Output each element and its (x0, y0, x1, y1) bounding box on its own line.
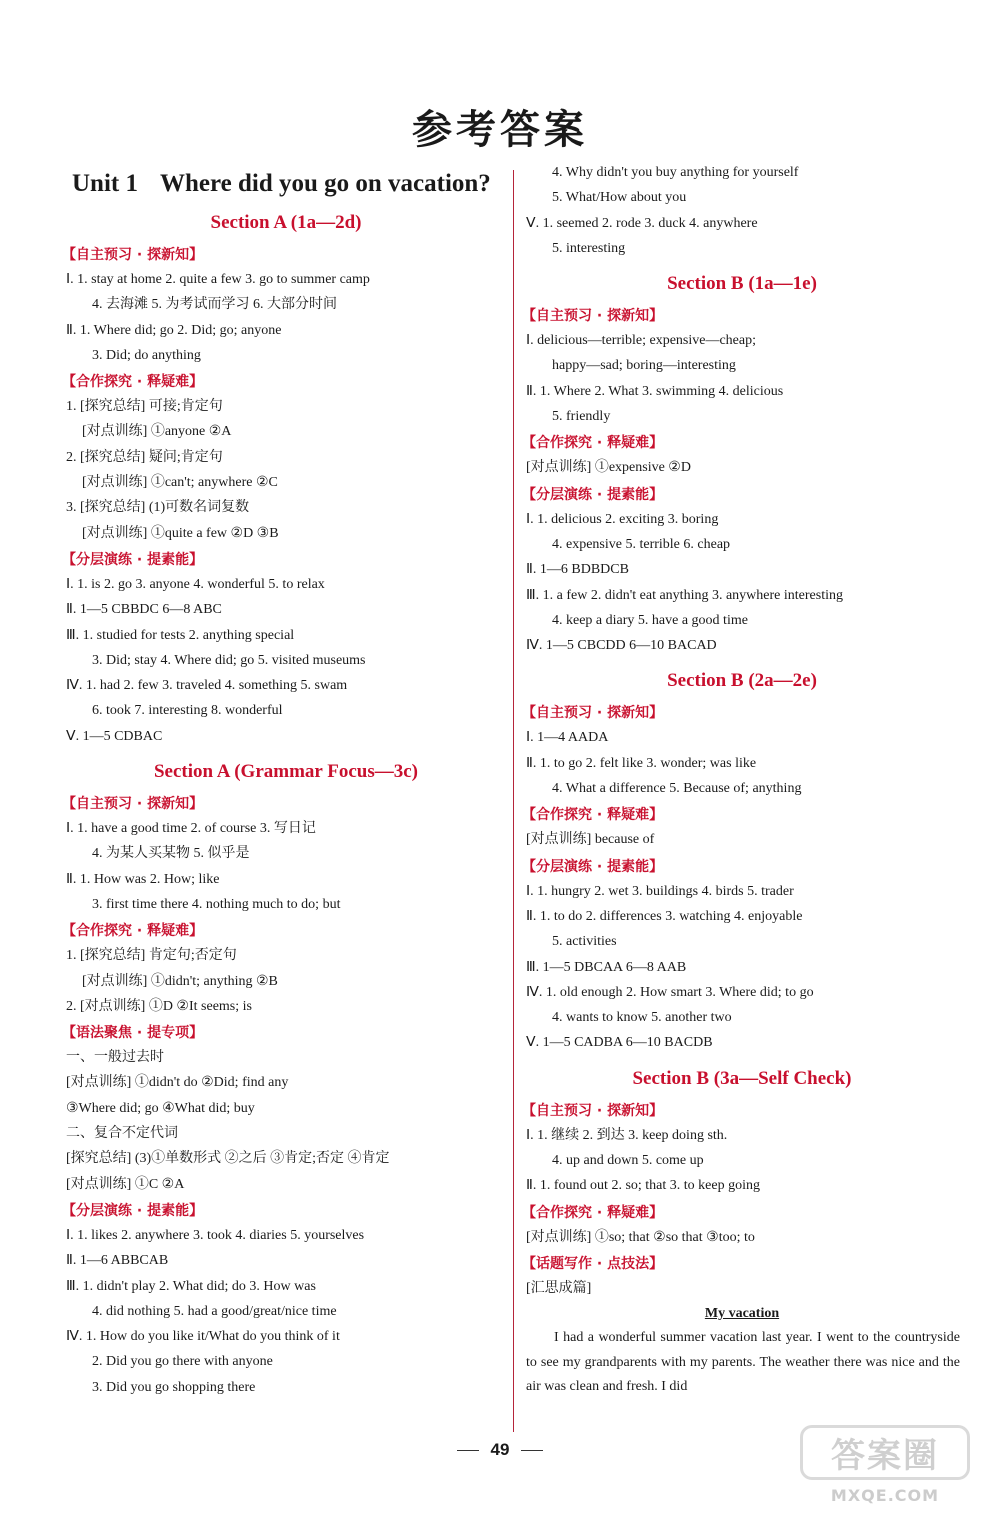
unit-name: Where did you go on vacation? (159, 170, 491, 197)
answer-line: Ⅲ. 1. studied for tests 2. anything special (66, 627, 295, 643)
answer-line: Ⅰ. 1. likes 2. anywhere 3. took 4. diaries 5. yourselves (66, 1227, 365, 1243)
footer-dash-right (521, 1450, 543, 1451)
answer-line: Ⅰ. 1. is 2. go 3. anyone 4. wonderful 5. to relax (66, 576, 325, 592)
subsection-heading: 【合作探究 · 释疑难】 (522, 435, 664, 452)
answer-line: Ⅳ. 1. How do you like it/What do you think of it (66, 1329, 340, 1345)
section-title: Section A (1a—2d) (210, 212, 362, 233)
answer-line: 4. wants to know 5. another two (552, 1010, 732, 1026)
subsection-heading: 【分层演练 · 提素能】 (62, 551, 204, 568)
answer-line: Ⅲ. 1. didn't play 2. What did; do 3. How was (66, 1278, 316, 1294)
answer-line: [探究总结] (3)①单数形式 ②之后 ③肯定;否定 ④肯定 (66, 1151, 390, 1167)
answer-line: Ⅳ. 1. had 2. few 3. traveled 4. something 5. swam (66, 678, 348, 694)
answer-line: 1. [探究总结] 肯定句;否定句 (66, 948, 237, 964)
subsection-heading: 【自主预习 · 探新知】 (62, 247, 204, 263)
subsection-heading: 【分层演练 · 提素能】 (62, 1202, 204, 1219)
answer-line: Ⅴ. 1—5 CADBA 6—10 BACDB (526, 1035, 713, 1051)
subsection-heading: 【合作探究 · 释疑难】 (62, 374, 204, 391)
section-title: Section B (2a—2e) (667, 670, 817, 692)
answer-line: 3. Did you go shopping there (92, 1379, 256, 1395)
answer-line: 4. 为某人买某物 5. 似乎是 (92, 846, 250, 862)
answer-line: Ⅰ. 1. hungry 2. wet 3. buildings 4. birds 5. trader (526, 883, 794, 899)
unit-title (72, 170, 510, 198)
answer-line: 2. Did you go there with anyone (92, 1354, 273, 1370)
answer-line: 4. up and down 5. come up (552, 1153, 704, 1169)
answer-line: Ⅲ. 1. a few 2. didn't eat anything 3. anywhere interesting (526, 587, 843, 603)
answer-line: happy—sad; boring—interesting (552, 358, 736, 374)
section-title: Section B (1a—1e) (667, 273, 817, 295)
watermark (800, 1425, 970, 1505)
answer-line: Ⅳ. 1. old enough 2. How smart 3. Where did; to go (526, 984, 814, 1000)
answer-line: 4. Why didn't you buy anything for yourself (552, 165, 799, 180)
section-title: Section B (3a—Self Check) (632, 1067, 852, 1089)
answer-line: 3. first time there 4. nothing much to do; but (92, 896, 341, 912)
section-title: Section A (Grammar Focus—3c) (153, 761, 419, 783)
answer-line: [对点训练] ①C ②A (66, 1176, 185, 1192)
answer-line: Ⅱ. 1—6 BDBDCB (526, 562, 629, 578)
answer-line: 3. [探究总结] (1)可数名词复数 (66, 500, 250, 516)
answer-line: 6. took 7. interesting 8. wonderful (92, 703, 283, 719)
answer-line: 5. friendly (552, 409, 611, 425)
answer-line: 5. interesting (552, 240, 626, 256)
page-title: 参考答案 (412, 107, 588, 153)
answer-line: 4. 去海滩 5. 为考试而学习 6. 大部分时间 (92, 297, 337, 313)
answer-line: Ⅴ. 1—5 CDBAC (66, 728, 163, 744)
answer-line: 3. Did; stay 4. Where did; go 5. visited museums (92, 652, 366, 668)
subsection-heading: 【自主预习 · 探新知】 (522, 1102, 664, 1119)
answer-line: Ⅴ. 1. seemed 2. rode 3. duck 4. anywhere (526, 215, 758, 231)
answer-line: Ⅰ. 1. stay at home 2. quite a few 3. go to summer camp (66, 272, 370, 287)
subsection-heading: 【分层演练 · 提素能】 (522, 858, 664, 875)
answer-line: Ⅰ. 1. 继续 2. 到达 3. keep doing sth. (526, 1127, 728, 1143)
answer-line: 2. [探究总结] 疑问;肯定句 (66, 449, 223, 465)
essay-title: My vacation (704, 1306, 780, 1322)
answer-line: Ⅰ. 1—4 AADA (526, 730, 609, 746)
subsection-heading: 【语法聚焦 · 提专项】 (62, 1025, 204, 1042)
answer-line: ③Where did; go ④What did; buy (66, 1100, 255, 1116)
answer-line: Ⅱ. 1. How was 2. How; like (66, 871, 220, 887)
answer-line: [对点训练] ①anyone ②A (82, 424, 232, 440)
essay-text: I had a wonderful summer vacation last year. I went to the countryside to see my grandparents with my parents. The weather there was nice and the air was clean and fresh. I did (526, 1330, 960, 1395)
footer-dash-left (457, 1450, 479, 1451)
subsection-heading: 【话题写作 · 点技法】 (522, 1255, 664, 1272)
subsection-heading: 【合作探究 · 释疑难】 (522, 1204, 664, 1221)
answer-line: Ⅰ. 1. have a good time 2. of course 3. 写日记 (66, 821, 316, 837)
watermark-url: MXQE.COM (830, 1486, 940, 1505)
answer-line: Ⅰ. 1. delicious 2. exciting 3. boring (526, 511, 719, 527)
answer-line: 4. did nothing 5. had a good/great/nice time (92, 1303, 337, 1319)
answer-line: Ⅱ. 1. Where did; go 2. Did; go; anyone (66, 322, 282, 338)
page-number: 49 (490, 1440, 510, 1459)
subsection-heading: 【合作探究 · 释疑难】 (62, 923, 204, 940)
answer-line: Ⅳ. 1—5 CBCDD 6—10 BACAD (526, 638, 717, 654)
subsection-heading: 【分层演练 · 提素能】 (522, 486, 664, 503)
answer-line: 2. [对点训练] ①D ②It seems; is (66, 998, 252, 1014)
answer-line: Ⅰ. delicious—terrible; expensive—cheap; (526, 333, 756, 349)
answer-line: [对点训练] because of (526, 832, 655, 848)
answer-line: [对点训练] ①didn't do ②Did; find any (66, 1075, 289, 1091)
answer-line: [对点训练] ①quite a few ②D ③B (82, 525, 279, 541)
answer-line: [对点训练] ①didn't; anything ②B (82, 973, 278, 989)
subsection-heading: 【自主预习 · 探新知】 (62, 796, 204, 813)
answer-line: Ⅱ. 1. to do 2. differences 3. watching 4. enjoyable (526, 908, 803, 924)
answer-line: [对点训练] ①can't; anywhere ②C (82, 475, 278, 491)
answer-line: [对点训练] ①so; that ②so that ③too; to (526, 1229, 755, 1245)
answer-line: 4. expensive 5. terrible 6. cheap (552, 536, 731, 552)
right-column (522, 160, 962, 1400)
answer-line: 5. activities (552, 934, 617, 950)
answer-line: Ⅱ. 1. Where 2. What 3. swimming 4. delicious (526, 383, 784, 399)
answer-line: 3. Did; do anything (92, 347, 201, 363)
left-column (62, 160, 510, 1400)
answer-line: Ⅱ. 1. found out 2. so; that 3. to keep going (526, 1178, 760, 1194)
answer-line: 1. [探究总结] 可接;肯定句 (66, 399, 223, 415)
answer-line: 一、一般过去时 (66, 1050, 164, 1066)
answer-line: Ⅱ. 1—5 CBBDC 6—8 ABC (66, 602, 222, 618)
answer-line: 4. keep a diary 5. have a good time (552, 612, 748, 628)
answer-line: Ⅲ. 1—5 DBCAA 6—8 AAB (526, 959, 687, 975)
answer-line: [汇思成篇] (526, 1280, 592, 1296)
unit-label: Unit 1 (72, 170, 138, 197)
answer-line: Ⅱ. 1—6 ABBCAB (66, 1253, 169, 1269)
watermark-logo: 答案圈 (800, 1425, 970, 1480)
answer-line: 4. What a difference 5. Because of; anything (552, 781, 802, 797)
answer-line: [对点训练] ①expensive ②D (526, 460, 691, 476)
subsection-heading: 【自主预习 · 探新知】 (522, 308, 664, 325)
answer-line: 二、复合不定代词 (66, 1126, 178, 1142)
subsection-heading: 【自主预习 · 探新知】 (522, 705, 664, 722)
column-divider (513, 170, 514, 1432)
answer-line: 5. What/How about you (552, 190, 687, 206)
subsection-heading: 【合作探究 · 释疑难】 (522, 807, 664, 824)
answer-line: Ⅱ. 1. to go 2. felt like 3. wonder; was like (526, 755, 757, 771)
